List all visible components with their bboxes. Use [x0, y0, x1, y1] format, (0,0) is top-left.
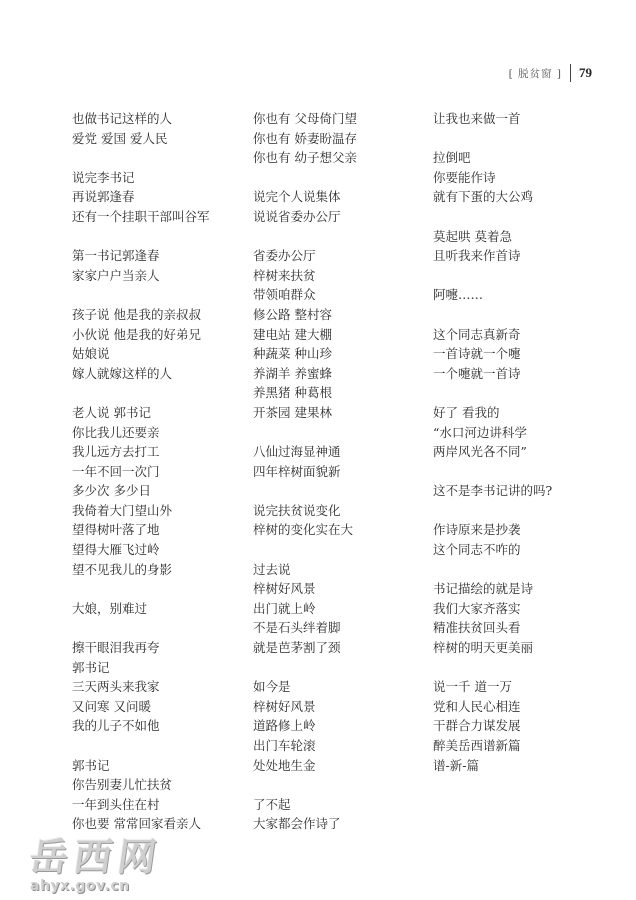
poem-line: 说一千 道一万 — [433, 679, 512, 695]
poem-line: 养黑猪 种葛根 — [253, 385, 332, 401]
poem-line: 再说郭逢春 — [72, 189, 135, 205]
poem-line: 精准扶贫回头看 — [433, 620, 521, 636]
stanza-break — [253, 227, 423, 247]
poem-line: 梓树来扶贫 — [253, 267, 316, 283]
poem-line: 出门车轮滚 — [253, 738, 316, 753]
poem-line: 且听我来作首诗 — [433, 248, 521, 264]
poem-line: 省委办公厅 — [253, 248, 316, 264]
poem-line: 你比我儿还要亲 — [72, 424, 160, 440]
poem-line: 家家户户当亲人 — [72, 267, 160, 283]
stanza-break — [433, 305, 603, 325]
poem-line: 出门就上岭 — [253, 600, 316, 616]
poem-line: 我们大家齐落实 — [433, 600, 521, 616]
poem-line: 谱-新-篇 — [433, 757, 479, 773]
poem-line: 一首诗就一个嚏 — [433, 346, 521, 362]
stanza-break — [253, 775, 423, 795]
poem-column-1 — [72, 109, 242, 834]
poem-line: 大娘，别难过 — [72, 600, 148, 616]
poem-line: 建电站 建大棚 — [253, 326, 332, 342]
poem-line: 梓树好风景 — [253, 581, 316, 597]
poem-line: 拉倒吧 — [433, 150, 471, 166]
poem-line: 干群合力谋发展 — [433, 718, 521, 734]
poem-line: 爱党 爱国 爱人民 — [72, 130, 168, 146]
stanza-break — [72, 618, 242, 638]
poem-line: 又问寒 又问暖 — [72, 698, 151, 714]
poem-line: 郭书记 — [72, 659, 110, 675]
poem-line: 一个嚏就一首诗 — [433, 365, 521, 381]
stanza-break — [72, 227, 242, 247]
stanza-break — [253, 540, 423, 560]
poem-line: 你也有 父母倚门望 — [253, 111, 357, 126]
poem-line: 处处地生金 — [253, 757, 316, 773]
poem-line: 醉美岳西谱新篇 — [433, 738, 521, 753]
poem-line: 一年不回一次门 — [72, 463, 160, 479]
section-label: [ 脱贫窗 ] — [508, 67, 562, 80]
poem-line: 一年到头住在村 — [72, 796, 160, 812]
poem-line: 养湖羊 养蜜蜂 — [253, 365, 332, 381]
poem-line: 小伙说 他是我的好弟兄 — [72, 326, 201, 342]
poem-line: 说完个人说集体 — [253, 189, 341, 205]
poem-line: 带领咱群众 — [253, 287, 316, 303]
poem-line: 你也有 娇妻盼温存 — [253, 130, 357, 146]
poem-line: 开茶园 建果林 — [253, 404, 332, 420]
poem-line: 我儿远方去打工 — [72, 444, 160, 460]
poem-line: 这个同志不咋的 — [433, 542, 521, 558]
stanza-break — [72, 579, 242, 599]
poem-line: 望得树叶落了地 — [72, 522, 160, 538]
stanza-break — [253, 168, 423, 188]
poem-line: 梓树的变化实在大 — [253, 522, 354, 538]
poem-line: 就有下蛋的大公鸡 — [433, 189, 534, 205]
site-watermark — [26, 834, 166, 894]
stanza-break — [253, 481, 423, 501]
poem-line: 郭书记 — [72, 757, 110, 773]
page-number: 79 — [579, 65, 592, 80]
poem-line: 三天两头来我家 — [72, 679, 160, 695]
poem-line: 你要能作诗 — [433, 169, 496, 185]
poem-line: 作诗原来是抄袭 — [433, 522, 521, 538]
poem-line: 说完李书记 — [72, 169, 135, 185]
stanza-break — [72, 383, 242, 403]
poem-line: 嫁人就嫁这样的人 — [72, 365, 173, 381]
page-header — [509, 64, 592, 82]
poem-line: “水口河边讲科学 — [433, 424, 527, 440]
poem-line: 莫起哄 莫着急 — [433, 228, 512, 244]
poem-column-2 — [253, 109, 423, 834]
poem-line: 望不见我儿的身影 — [72, 561, 173, 577]
poem-line: 如今是 — [253, 679, 291, 695]
poem-line: 还有一个挂职干部叫谷军 — [72, 208, 210, 224]
poem-line: 梓树的明天更美丽 — [433, 640, 534, 656]
poem-line: 大家都会作诗了 — [253, 816, 341, 832]
poem-line: 道路修上岭 — [253, 718, 316, 734]
poem-line: 你也有 幼子想父亲 — [253, 150, 357, 166]
poem-line: 第一书记郭逢春 — [72, 248, 160, 264]
stanza-break — [433, 560, 603, 580]
poem-line: 擦干眼泪我再夸 — [72, 640, 160, 656]
poem-line: 你告别妻儿忙扶贫 — [72, 777, 173, 793]
stanza-break — [433, 658, 603, 678]
stanza-break — [433, 129, 603, 149]
stanza-break — [433, 462, 603, 482]
poem-line: 好了 看我的 — [433, 404, 500, 420]
poem-line: 这不是李书记讲的吗? — [433, 483, 553, 499]
poem-line: 党和人民心相连 — [433, 698, 521, 714]
watermark-logo: 岳西网 — [26, 834, 166, 879]
poem-line: 你也要 常常回家看亲人 — [72, 816, 201, 832]
poem-line: 阿嚏…… — [433, 287, 484, 303]
poem-column-3 — [433, 109, 603, 775]
poem-line: 种蔬菜 种山珍 — [253, 346, 332, 362]
poem-line: 让我也来做一首 — [433, 111, 521, 126]
poem-line: 姑娘说 — [72, 346, 110, 362]
stanza-break — [72, 285, 242, 305]
poem-line: 两岸风光各不同” — [433, 444, 527, 460]
poem-line: 我的儿子不如他 — [72, 718, 160, 734]
poem-line: 过去说 — [253, 561, 291, 577]
poem-line: 说说省委办公厅 — [253, 208, 341, 224]
poem-line: 也做书记这样的人 — [72, 111, 173, 126]
stanza-break — [72, 148, 242, 168]
poem-line: 多少次 多少日 — [72, 483, 151, 499]
poem-line: 老人说 郭书记 — [72, 404, 151, 420]
stanza-break — [72, 736, 242, 756]
poem-line: 修公路 整村容 — [253, 306, 332, 322]
watermark-url: ahyx.gov.cn — [30, 878, 130, 894]
poem-line: 我倚着大门望山外 — [72, 502, 173, 518]
stanza-break — [433, 207, 603, 227]
stanza-break — [433, 501, 603, 521]
poem-line: 了不起 — [253, 796, 291, 812]
poem-line: 不是石头绊着脚 — [253, 620, 341, 636]
poem-line: 孩子说 他是我的亲叔叔 — [72, 306, 201, 322]
stanza-break — [253, 658, 423, 678]
poem-line: 四年梓树面貌新 — [253, 463, 341, 479]
stanza-break — [253, 423, 423, 443]
poem-line: 就是芭茅割了颈 — [253, 640, 341, 656]
header-divider — [570, 64, 571, 82]
stanza-break — [433, 266, 603, 286]
poem-line: 望得大雁飞过岭 — [72, 542, 160, 558]
poem-line: 八仙过海显神通 — [253, 444, 341, 460]
poem-line: 梓树好风景 — [253, 698, 316, 714]
poem-line: 这个同志真新奇 — [433, 326, 521, 342]
poem-line: 说完扶贫说变化 — [253, 502, 341, 518]
poem-line: 书记描绘的就是诗 — [433, 581, 534, 597]
stanza-break — [433, 383, 603, 403]
